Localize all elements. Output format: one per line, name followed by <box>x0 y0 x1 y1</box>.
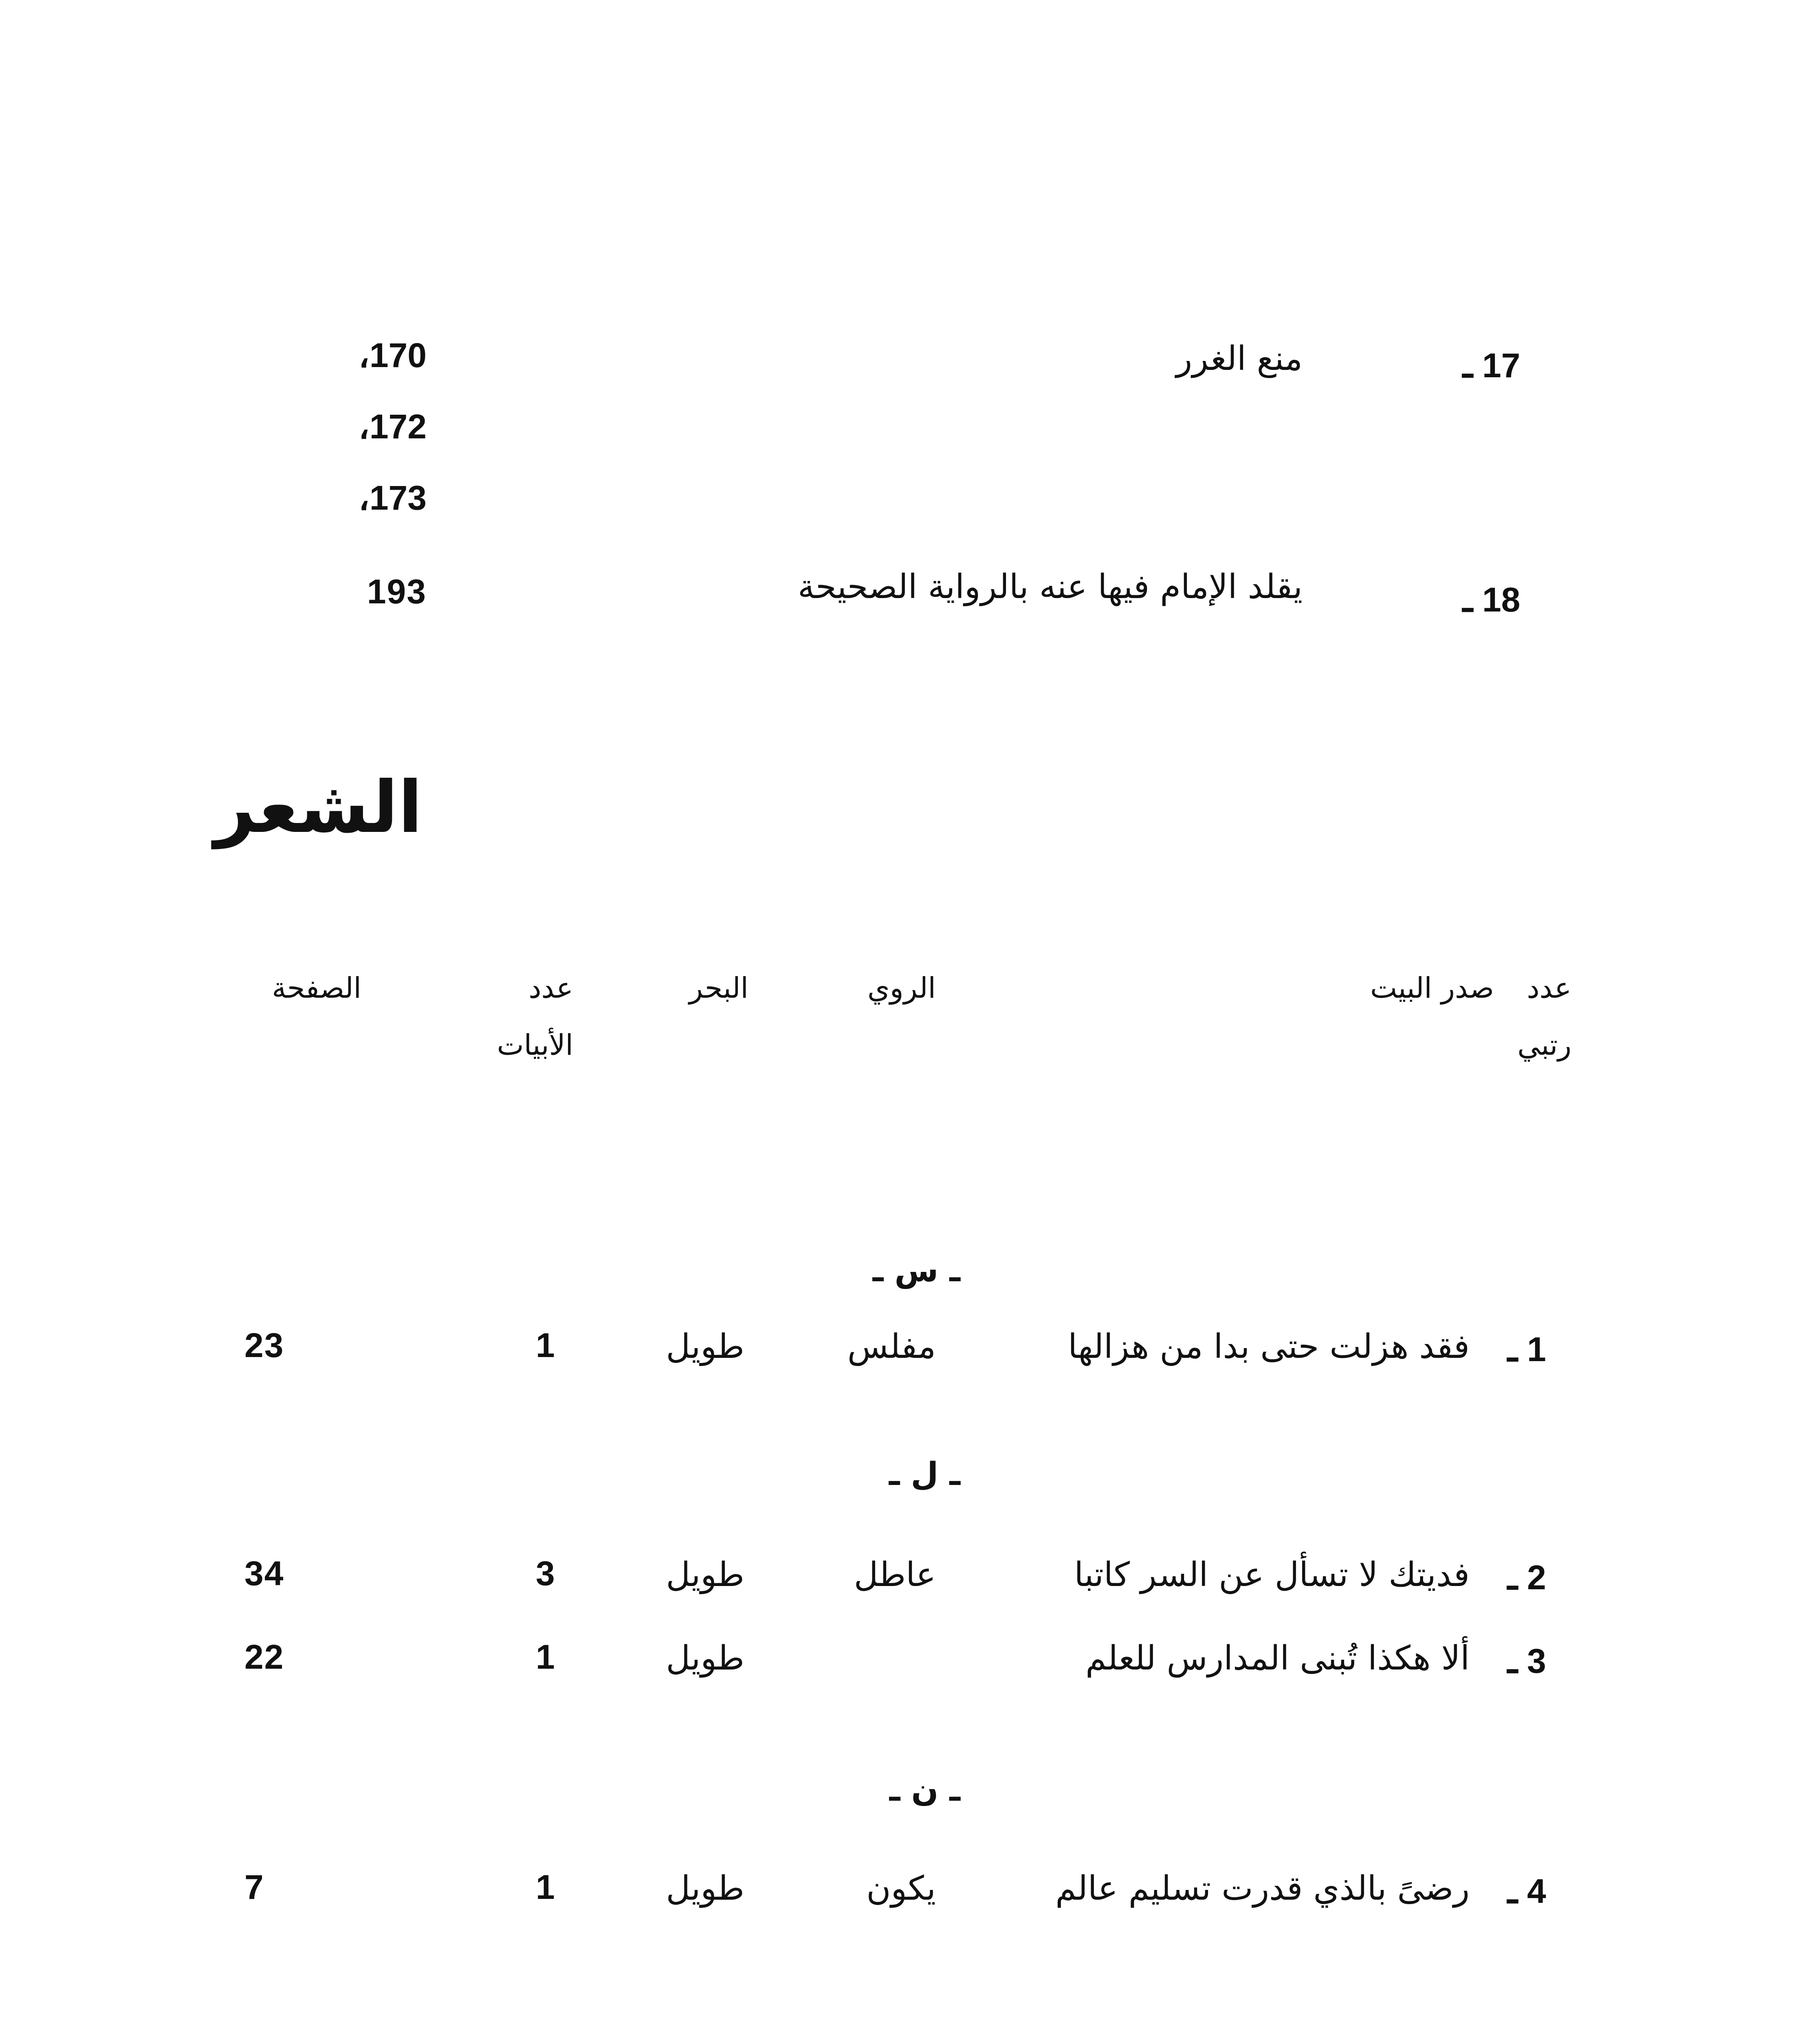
letter-heading: ـ ل ـ <box>889 1456 960 1493</box>
verse-text: فقد هزلت حتى بدا من هزالها <box>1068 1327 1470 1366</box>
verse-count: 1 <box>536 1638 556 1676</box>
meter: طويل <box>666 1639 744 1678</box>
header-page: الصفحة <box>272 971 361 1005</box>
entry-page: 193 <box>367 572 427 611</box>
entry-page: 172، <box>358 407 427 446</box>
row-number: 4 ـ <box>1507 1872 1546 1910</box>
header-count: عدد <box>528 971 573 1005</box>
row-number: 2 ـ <box>1507 1558 1546 1597</box>
rhyme: عاطل <box>854 1555 936 1594</box>
meter: طويل <box>666 1555 744 1594</box>
section-title: الشعر <box>214 766 423 849</box>
header-count: الأبيات <box>497 1028 573 1062</box>
letter-heading: ـ س ـ <box>872 1252 960 1289</box>
entry-number: 17 ـ <box>1463 346 1521 385</box>
entry-text: يقلد الإمام فيها عنه بالرواية الصحيحة <box>797 568 1303 606</box>
entry-number: 18 ـ <box>1463 581 1521 619</box>
entry-text: منع الغرر <box>1176 339 1303 378</box>
verse-text: ألا هكذا تُبنى المدارس للعلم <box>1085 1639 1470 1678</box>
rhyme: يكون <box>866 1869 936 1908</box>
meter: طويل <box>666 1869 744 1908</box>
letter-heading: ـ ن ـ <box>889 1772 960 1808</box>
header-meter: البحر <box>689 971 748 1005</box>
verse-count: 3 <box>536 1554 556 1593</box>
meter: طويل <box>666 1327 744 1366</box>
header-verse-start: صدر البيت <box>1370 971 1494 1005</box>
verse-text: رضىً بالذي قدرت تسليم عالم <box>1055 1869 1470 1908</box>
header-order: عدد <box>1527 971 1571 1005</box>
row-number: 1 ـ <box>1507 1330 1546 1368</box>
page-ref: 23 <box>244 1326 284 1364</box>
page-ref: 7 <box>244 1868 264 1906</box>
verse-count: 1 <box>536 1326 556 1364</box>
row-number: 3 ـ <box>1507 1642 1546 1680</box>
header-order: رتبي <box>1517 1028 1571 1062</box>
entry-page: 170، <box>358 336 427 374</box>
page-ref: 22 <box>244 1638 284 1676</box>
header-rhyme: الروي <box>867 971 936 1005</box>
rhyme: مفلس <box>847 1327 936 1366</box>
entry-page: 173، <box>358 479 427 517</box>
verse-count: 1 <box>536 1868 556 1906</box>
page-ref: 34 <box>244 1554 284 1593</box>
verse-text: فديتك لا تسأل عن السر كاتبا <box>1074 1555 1470 1594</box>
